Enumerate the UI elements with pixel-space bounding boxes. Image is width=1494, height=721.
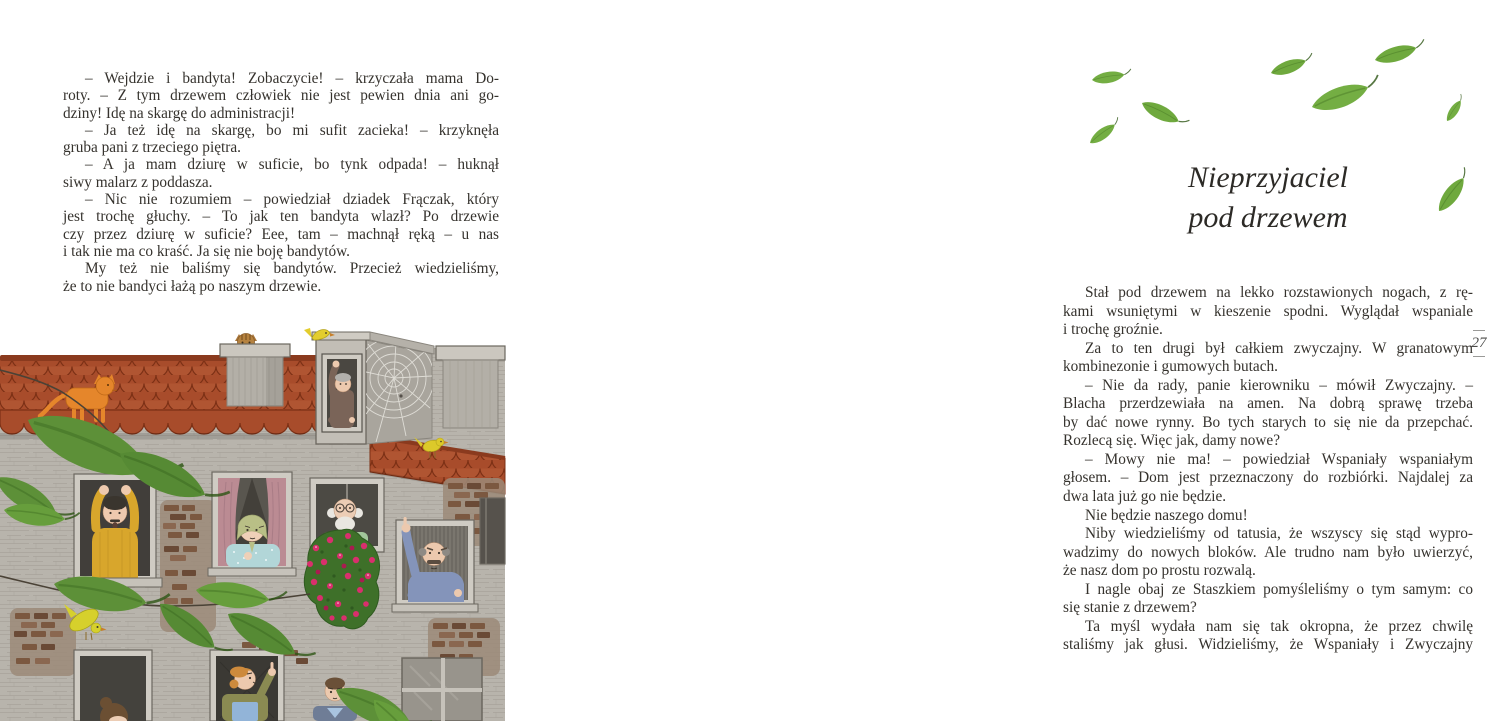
text-line: – Ja też idę na skargę, bo mi sufit zacieka! – krzyknęła <box>85 121 499 139</box>
text-line: – A ja mam dziurę w suficie, bo tynk odpada! – huknął <box>85 156 499 174</box>
chapter-title <box>1063 158 1473 238</box>
brick-patch <box>10 608 76 676</box>
text-line: i trochę groźnie. <box>1063 321 1163 339</box>
leaf-icon <box>1139 97 1190 133</box>
chimney-right <box>436 346 505 428</box>
text-line: siwy malarz z poddasza. <box>63 173 213 191</box>
chapter-title-line: pod drzewem <box>1188 201 1348 234</box>
text-line: Ta myśl wydała nam się tak okropna, że przez chwilę <box>1085 617 1473 635</box>
text-line: dziny! Idę na skargę do administracji! <box>63 104 296 122</box>
text-line: kami wsuniętymi w kieszenie spodni. Wyglądał wspaniale <box>1063 302 1473 320</box>
window-man-yellow-sweater <box>68 474 162 587</box>
window-woman-bun <box>74 650 152 721</box>
leaf-icon <box>1269 53 1316 79</box>
text-line: – Wejdzie i bandyta! Zobaczycie! – krzyczała mama Do- <box>85 70 499 87</box>
right-page <box>520 0 1487 721</box>
text-line: gruba pani z trzeciego piętra. <box>63 139 241 157</box>
page-number <box>1464 326 1494 361</box>
text-line: My też nie baliśmy się bandytów. Przecież wiedzieliśmy, <box>85 260 499 278</box>
text-line: Rozlecą się. Więc jak, damy nowe? <box>1063 432 1280 450</box>
dormer-window <box>304 328 434 444</box>
chapter-title-line: Nieprzyjaciel <box>1188 161 1348 194</box>
text-line: Niby wiedzieliśmy od tatusia, że wszyscy się stąd wypro- <box>1085 525 1473 543</box>
page-number-value: 27 <box>1471 335 1487 351</box>
building-illustration <box>0 332 505 721</box>
text-line: że to nie bandyci łażą po naszym drzewie. <box>63 277 322 295</box>
chimney <box>220 334 290 407</box>
window-woman-pointing <box>210 650 284 721</box>
text-line: by dać nowe rynny. Bo tych starych to się nie da przepchać. <box>1063 413 1473 431</box>
leaf-icon <box>1091 69 1132 86</box>
leaf-icon <box>1309 75 1384 117</box>
text-line: Blacha przerdzewiała na amen. Na dobrą sprawę trzeba <box>1063 395 1473 413</box>
leaf-icon <box>1443 94 1467 123</box>
page-number-rule <box>1473 356 1485 357</box>
text-line: Nie będzie naszego domu! <box>1085 506 1248 524</box>
right-page-text <box>1063 284 1473 655</box>
text-line: Za to ten drugi był całkiem zwyczajny. W granatowym <box>1085 339 1473 357</box>
text-line: – Mowy nie ma! – powiedział Wspaniały wspaniałym <box>1085 450 1473 468</box>
page-number-rule <box>1473 330 1485 331</box>
text-line: kombinezonie i gumowych butach. <box>1063 358 1278 376</box>
left-page-text <box>63 70 499 295</box>
text-line: i tak nie ma co kraść. Ja się nie boję bandytów. <box>63 242 351 260</box>
text-line: głosem. – Dom jest przeznaczony do rozbiórki. Najdalej za <box>1063 469 1473 487</box>
window-partial <box>480 498 505 564</box>
text-line: – Nic nie rozumiem – powiedział dziadek Frączak, który <box>85 191 499 209</box>
text-line: roty. – Z tym drzewem człowiek nie jest pewien dnia ani go- <box>63 87 499 105</box>
text-line: że nasz dom po prostu rozwalą. <box>1063 562 1256 580</box>
text-line: Stał pod drzewem na lekko rozstawionych nogach, z rę- <box>1085 284 1473 301</box>
text-line: dwa lata już go nie będzie. <box>1063 488 1227 506</box>
leaf-icon <box>1087 117 1124 147</box>
window-man-pointing <box>392 517 478 612</box>
leaf-icon <box>1373 39 1427 67</box>
window-woman-headscarf <box>208 472 296 576</box>
window-empty-panes <box>402 658 482 721</box>
left-page <box>0 0 520 721</box>
text-line: – Nie da rady, panie kierowniku – mówił Zwyczajny. – <box>1085 376 1473 394</box>
text-line: wadzimy do nowych bloków. Ale trudno nam było uwierzyć, <box>1063 543 1473 561</box>
text-line: czy przez dziurę w suficie? Eee, tam – machnął ręką – u nas <box>63 225 499 243</box>
text-line: się stanie z drzewem? <box>1063 599 1197 617</box>
text-line: staliśmy jak głusi. Widzieliśmy, że Wspaniały i Zwyczajny <box>1063 636 1473 654</box>
text-line: jest trochę głuchy. – To jak ten bandyta wlazł? Po drzewie <box>63 208 499 226</box>
text-line: I nagle obaj ze Staszkiem pomyśleliśmy o tym samym: co <box>1085 580 1473 598</box>
